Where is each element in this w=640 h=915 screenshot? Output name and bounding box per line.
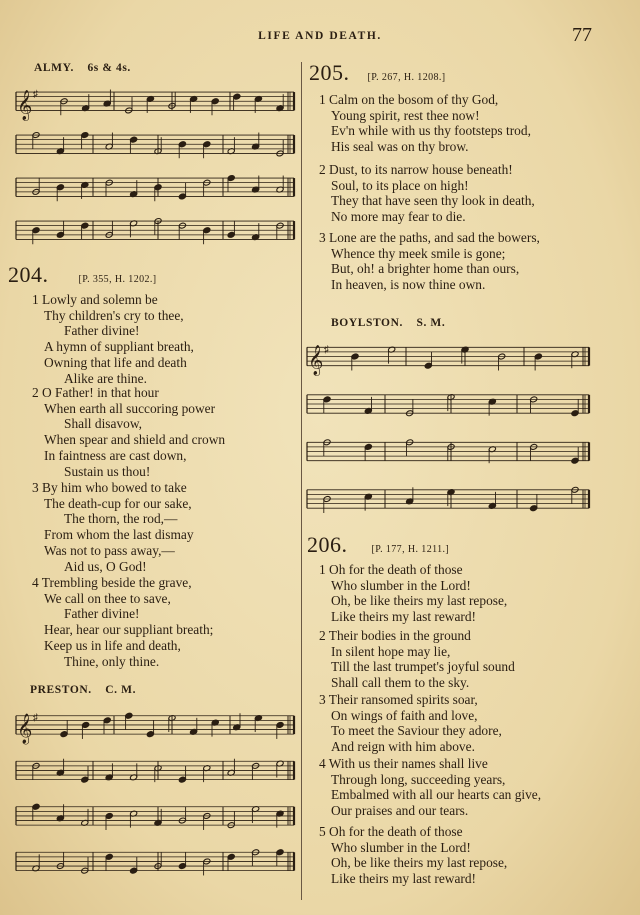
- stanza: [307, 230, 540, 293]
- stanza: [307, 628, 515, 691]
- verse-line: 4 With us their names shall live: [319, 756, 488, 771]
- verse-line: Aid us, O God!: [64, 558, 147, 574]
- verse-line: Who slumber in the Lord!: [331, 839, 471, 855]
- tune-name: PRESTON.: [30, 684, 92, 696]
- hymn-reference: [P. 355, H. 1202.]: [78, 274, 157, 285]
- stanza: [20, 292, 194, 386]
- treble-clef-icon: 𝄞: [17, 90, 33, 121]
- sharp-icon: ♯: [33, 89, 38, 101]
- verse-line: Ev'n while with us thy footsteps trod,: [331, 123, 531, 139]
- stanza: [20, 385, 225, 479]
- verse-line: Oh, be like theirs my last repose,: [331, 855, 508, 871]
- verse-line: Shall disavow,: [64, 416, 142, 432]
- sharp-icon: ♯: [33, 712, 38, 724]
- verse-line: 1 Lowly and solemn be: [32, 292, 158, 307]
- hymn-number: 206.: [307, 532, 348, 557]
- verse-line: The thorn, the rod,—: [64, 511, 178, 527]
- stanza: [20, 575, 213, 669]
- verse-line: Whence thy meek smile is gone;: [331, 245, 506, 261]
- stanza: [307, 824, 507, 887]
- verse-line: When spear and shield and crown: [44, 432, 226, 448]
- verse-line: We call on thee to save,: [44, 590, 171, 606]
- sharp-icon: ♯: [324, 344, 329, 356]
- verse-line: A hymn of suppliant breath,: [44, 339, 194, 355]
- hymn-reference: [P. 267, H. 1208.]: [367, 72, 446, 83]
- verse-line: When earth all succoring power: [44, 400, 216, 416]
- verse-line: Owning that life and death: [44, 354, 187, 370]
- verse-line: Was not to pass away,—: [44, 542, 175, 558]
- page-number: 77: [572, 24, 592, 46]
- treble-clef-icon: 𝄞: [308, 345, 324, 376]
- stanza: [307, 756, 541, 819]
- verse-line: No more may fear to die.: [331, 209, 466, 225]
- verse-line: In faintness are cast down,: [44, 447, 187, 463]
- verse-line: 2 O Father! in that hour: [32, 385, 159, 400]
- hymn-205: [309, 60, 446, 86]
- verse-line: Soul, to its place on high!: [331, 177, 469, 193]
- tune-heading-boylston: [331, 317, 445, 329]
- verse-line: 1 Oh for the death of those: [319, 562, 463, 577]
- verse-line: Our praises and our tears.: [331, 803, 469, 819]
- verse-line: Father divine!: [64, 323, 140, 339]
- verse-line: Who slumber in the Lord!: [331, 577, 471, 593]
- verse-line: To meet the Saviour they adore,: [331, 723, 502, 739]
- verse-line: Keep us in life and death,: [44, 637, 181, 653]
- verse-line: 3 Their ransomed spirits soar,: [319, 692, 478, 707]
- verse-line: His seal was on thy brow.: [331, 139, 469, 155]
- verse-line: Embalmed with all our hearts can give,: [331, 787, 542, 803]
- verse-line: Till the last trumpet's joyful sound: [331, 659, 515, 675]
- verse-line: Like theirs my last reward!: [331, 871, 477, 887]
- verse-line: 3 By him who bowed to take: [32, 480, 187, 495]
- verse-line: But, oh! a brighter home than ours,: [331, 261, 520, 277]
- hymn-number: 204.: [8, 262, 49, 287]
- verse-line: Father divine!: [64, 606, 140, 622]
- verse-line: In silent hope may lie,: [331, 643, 451, 659]
- music-notation-preston: [8, 703, 300, 885]
- verse-line: 2 Their bodies in the ground: [319, 628, 471, 643]
- verse-line: From whom the last dismay: [44, 527, 194, 543]
- verse-line: Shall call them to the sky.: [331, 675, 470, 691]
- tune-heading-almy: [34, 62, 131, 74]
- tune-meter: C. M.: [105, 684, 137, 696]
- stanza: [307, 92, 531, 155]
- tune-heading-preston: [30, 684, 136, 696]
- hymn-206: [307, 532, 449, 558]
- verse-line: Young spirit, rest thee now!: [331, 107, 480, 123]
- verse-line: Oh, be like theirs my last repose,: [331, 593, 508, 609]
- verse-line: On wings of faith and love,: [331, 707, 478, 723]
- stanza: [20, 480, 194, 574]
- verse-line: 3 Lone are the paths, and sad the bowers,: [319, 230, 540, 245]
- verse-line: 1 Calm on the bosom of thy God,: [319, 92, 499, 107]
- tune-name: ALMY.: [34, 62, 74, 74]
- running-head: LIFE AND DEATH.: [258, 30, 382, 42]
- tune-meter: S. M.: [416, 317, 446, 329]
- hymn-reference: [P. 177, H. 1211.]: [371, 544, 450, 555]
- verse-line: 4 Trembling beside the grave,: [32, 575, 192, 590]
- verse-line: Thine, only thine.: [64, 653, 160, 669]
- verse-line: Thy children's cry to thee,: [44, 307, 184, 323]
- treble-clef-icon: 𝄞: [17, 714, 33, 745]
- stanza: [307, 162, 535, 225]
- verse-line: 5 Oh for the death of those: [319, 824, 463, 839]
- verse-line: 2 Dust, to its narrow house beneath!: [319, 162, 513, 177]
- stanza: [307, 692, 502, 755]
- verse-line: Like theirs my last reward!: [331, 609, 477, 625]
- verse-line: Alike are thine.: [64, 370, 147, 386]
- verse-line: Hear, hear our suppliant breath;: [44, 622, 214, 638]
- verse-line: The death-cup for our sake,: [44, 495, 192, 511]
- hymn-204: [8, 262, 157, 288]
- hymn-number: 205.: [309, 60, 350, 85]
- tune-meter: 6s & 4s.: [87, 62, 131, 74]
- verse-line: And reign with him above.: [331, 739, 475, 755]
- tune-name: BOYLSTON.: [331, 317, 403, 329]
- stanza: [307, 562, 507, 625]
- verse-line: Through long, succeeding years,: [331, 771, 506, 787]
- verse-line: Sustain us thou!: [64, 463, 151, 479]
- verse-line: In heaven, is now thine own.: [331, 277, 486, 293]
- music-notation-boylston: [299, 334, 595, 524]
- verse-line: They that have seen thy look in death,: [331, 193, 535, 209]
- music-notation-almy: [8, 80, 300, 252]
